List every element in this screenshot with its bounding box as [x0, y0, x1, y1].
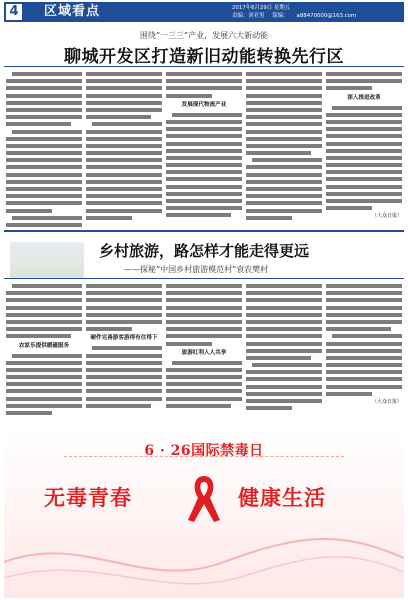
article1-column-1 [6, 72, 82, 230]
article1-column-5 [326, 72, 402, 230]
designer-credit: 版编： [272, 13, 289, 19]
page-header [4, 2, 404, 22]
banner-slogan-right: 健康生活 [238, 485, 326, 510]
article1-subhead-2: 深入推进改革 [347, 94, 381, 101]
editor-credit: 责编：刘亚男 [232, 13, 265, 19]
issue-date: 2017年6月29日 星期五 [232, 5, 291, 11]
article1-headline: 聊城开发区打造新旧动能转换先行区 [64, 47, 344, 67]
article2-subhead-3: 旅游红利人人共享 [181, 349, 227, 356]
page-number: 4 [6, 4, 22, 20]
anti-drug-banner [4, 426, 404, 598]
article1-rule [4, 66, 404, 67]
decorative-swirl [4, 522, 404, 598]
article2-body [4, 284, 404, 424]
newspaper-page [4, 2, 404, 598]
article1-column-4 [246, 72, 322, 230]
article2-credit: （大众日报） [371, 399, 402, 405]
article1-body [4, 72, 404, 230]
article1-column-2 [86, 72, 162, 230]
section-divider [4, 230, 404, 232]
article1-subhead-1: 发展现代物流产业 [181, 101, 227, 108]
article2-column-2 [86, 284, 162, 424]
article2-subhead-2: 硬件完善游客游得有住得下 [90, 335, 158, 342]
article1-credit: （大众日报） [371, 213, 402, 220]
article2-column-3 [166, 284, 242, 424]
red-ribbon-icon [176, 470, 232, 526]
article2-subheadline: ——探秘“中国乡村旅游模范村”袁农樊村 [124, 265, 269, 274]
article2-column-5 [326, 284, 402, 424]
article2-subhead-1: 农家乐提供暖磁服务 [18, 342, 70, 349]
banner-slogan-left: 无毒青春 [44, 485, 132, 510]
article1-column-3 [166, 72, 242, 230]
article2-rule [4, 278, 404, 279]
section-title: 区域看点 [44, 4, 101, 19]
article2-column-4 [246, 284, 322, 424]
banner-heading: 6 · 26国际禁毒日 [144, 443, 264, 459]
contact-email: a88470000@163.com [296, 13, 357, 19]
header-meta [232, 4, 400, 20]
article2-headline: 乡村旅游，路怎样才能走得更远 [98, 242, 309, 260]
article2-column-1 [6, 284, 82, 424]
article1-kicker: 围绕“一三三”产业，发展六大新动能 [139, 31, 269, 40]
banner-dashed-rule [64, 456, 344, 457]
